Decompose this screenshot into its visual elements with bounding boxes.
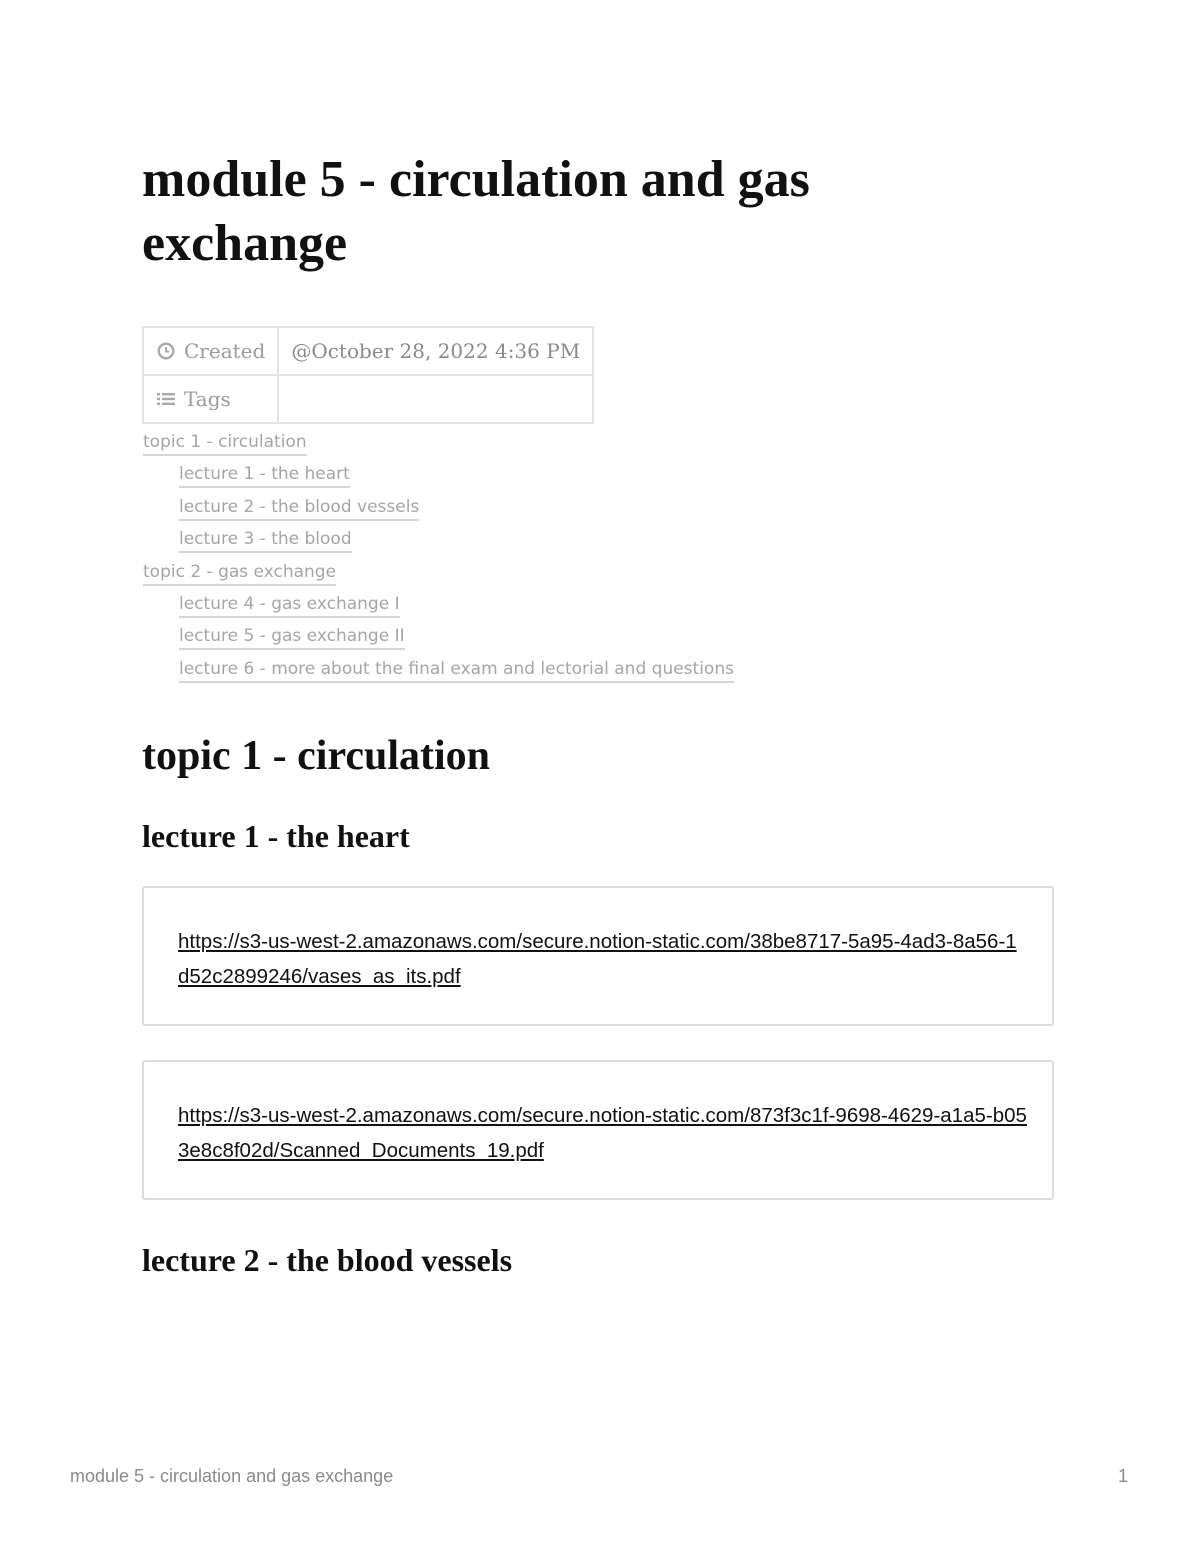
toc-item-lecture-5[interactable]: lecture 5 - gas exchange II [143,624,734,656]
table-of-contents [143,430,734,689]
footer-page-number: 1 [1117,1466,1128,1486]
footer-document-title: module 5 - circulation and gas exchange [70,1466,394,1486]
toc-item-lecture-3[interactable]: lecture 3 - the blood [143,527,734,559]
file-link[interactable]: https://s3-us-west-2.amazonaws.com/secure.notion-static.com/873f3c1f-9698-4629-a1a5-b053e8c8f02d/Scanned_Documents_19.pdf [178,1104,1027,1162]
property-key [143,327,278,375]
toc-item-lecture-6[interactable]: lecture 6 - more about the final exam and lectorial and questions [143,657,734,689]
file-embed [142,886,1054,1026]
page-title: module 5 - circulation and gas exchange [142,151,810,272]
topic-1-heading: topic 1 - circulation [142,733,491,779]
clock-icon [156,341,176,361]
property-row-created [143,327,593,375]
lecture-2-heading: lecture 2 - the blood vessels [142,1242,513,1278]
file-embed [142,1060,1054,1200]
property-value[interactable] [278,375,593,423]
property-key [143,375,278,423]
list-icon [156,389,176,409]
properties-table [142,326,594,424]
toc-item-lecture-4[interactable]: lecture 4 - gas exchange I [143,592,734,624]
property-value[interactable]: @October 28, 2022 4:36 PM [278,327,593,375]
property-label: Created [184,339,266,363]
file-link[interactable]: https://s3-us-west-2.amazonaws.com/secure.notion-static.com/38be8717-5a95-4ad3-8a56-1d52c2899246/vases_as_its.pdf [178,930,1017,988]
toc-item-lecture-2[interactable]: lecture 2 - the blood vessels [143,495,734,527]
toc-item-topic-2[interactable]: topic 2 - gas exchange [143,560,734,592]
lecture-1-heading: lecture 1 - the heart [142,818,410,854]
property-row-tags [143,375,593,423]
toc-item-lecture-1[interactable]: lecture 1 - the heart [143,462,734,494]
toc-item-topic-1[interactable]: topic 1 - circulation [143,430,734,462]
property-label: Tags [184,387,231,411]
